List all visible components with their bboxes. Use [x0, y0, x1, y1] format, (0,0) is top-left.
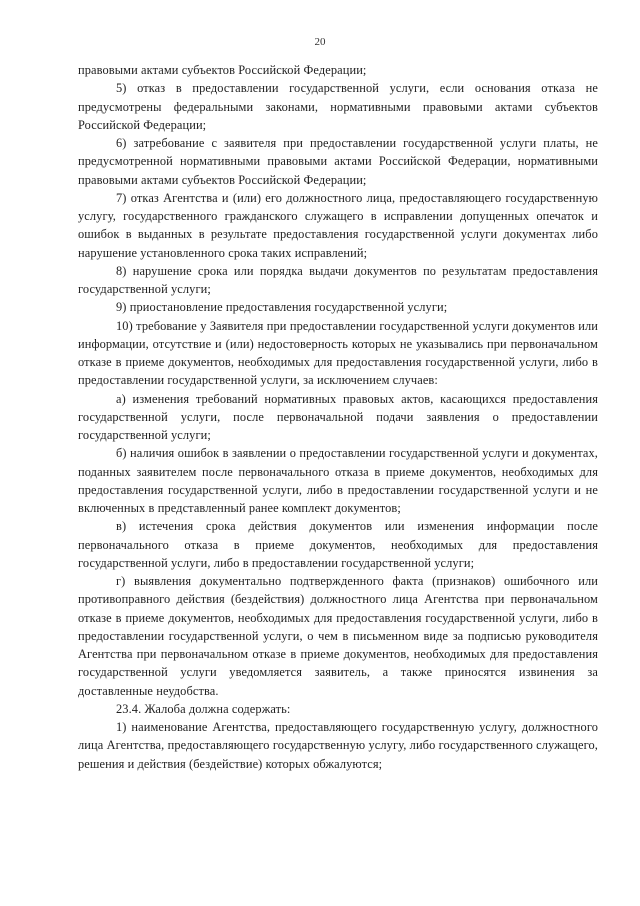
paragraph: 6) затребование с заявителя при предоставлении государственной услуги платы, не предусмотренной нормативными правовыми актами Российской Федерации, нормативными правовыми актами субъектов Российской Федерации;: [78, 136, 598, 187]
paragraph: 23.4. Жалоба должна содержать:: [116, 701, 291, 716]
paragraph: а) изменения требований нормативных правовых актов, касающихся предоставления государственной услуги, после первоначальной подачи заявления о предоставлении государственной услуги;: [78, 391, 598, 442]
document-body: [78, 61, 598, 773]
paragraph: правовыми актами субъектов Российской Федерации;: [78, 63, 367, 77]
page-number: 20: [314, 36, 326, 48]
paragraph: в) истечения срока действия документов или изменения информации после первоначального отказа в приеме документов, необходимых для предоставления государственной услуги, либо в предоставлении государственной услуги;: [78, 519, 598, 570]
paragraph: 9) приостановление предоставления государственной услуги;: [116, 300, 448, 315]
paragraph: 5) отказ в предоставлении государственной услуги, если основания отказа не предусмотрены федеральными законами, нормативными правовыми актами субъектов Российской Федерации;: [78, 81, 598, 132]
paragraph: 7) отказ Агентства и (или) его должностного лица, предоставляющего государственную услугу, государственного гражданского служащего в исправлении допущенных опечаток и ошибок в выданных в результате предоставления государственной услуги документах либо нарушение установленного срока таких исправлений;: [78, 190, 598, 260]
paragraph: б) наличия ошибок в заявлении о предоставлении государственной услуги и документах, поданных заявителем после первоначального отказа в приеме документов, необходимых для предоставления государственной услуги, либо в предоставлении государственной услуги и не включенных в представленный ранее комплект документов;: [78, 446, 598, 515]
paragraph: г) выявления документально подтвержденного факта (признаков) ошибочного или противоправного действия (бездействия) должностного лица Агентства при первоначальном отказе в приеме документов, необходимых для предоставления государственной услуги, либо в предоставлении государственной услуги, о чем в письменном виде за подписью руководителя Агентства при первоначальном отказе в приеме документов, необходимых для предоставления государственной услуги уведомляется заявитель, а также приносятся извинения за доставленные неудобства.: [78, 574, 598, 698]
paragraph: 10) требование у Заявителя при предоставлении государственной услуги документов или информации, отсутствие и (или) недостоверность которых не указывались при первоначальном отказе в приеме документов, необходимых для предоставления государственной услуги, либо в предоставлении государственной услуги, за исключением случаев:: [78, 318, 598, 388]
paragraph: 1) наименование Агентства, предоставляющего государственную услугу, должностного лица Агентства, предоставляющего государственную услугу, либо государственного служащего, решения и действия (бездействие) которых обжалуются;: [78, 720, 598, 771]
paragraph: 8) нарушение срока или порядка выдачи документов по результатам предоставления государственной услуги;: [78, 263, 598, 296]
